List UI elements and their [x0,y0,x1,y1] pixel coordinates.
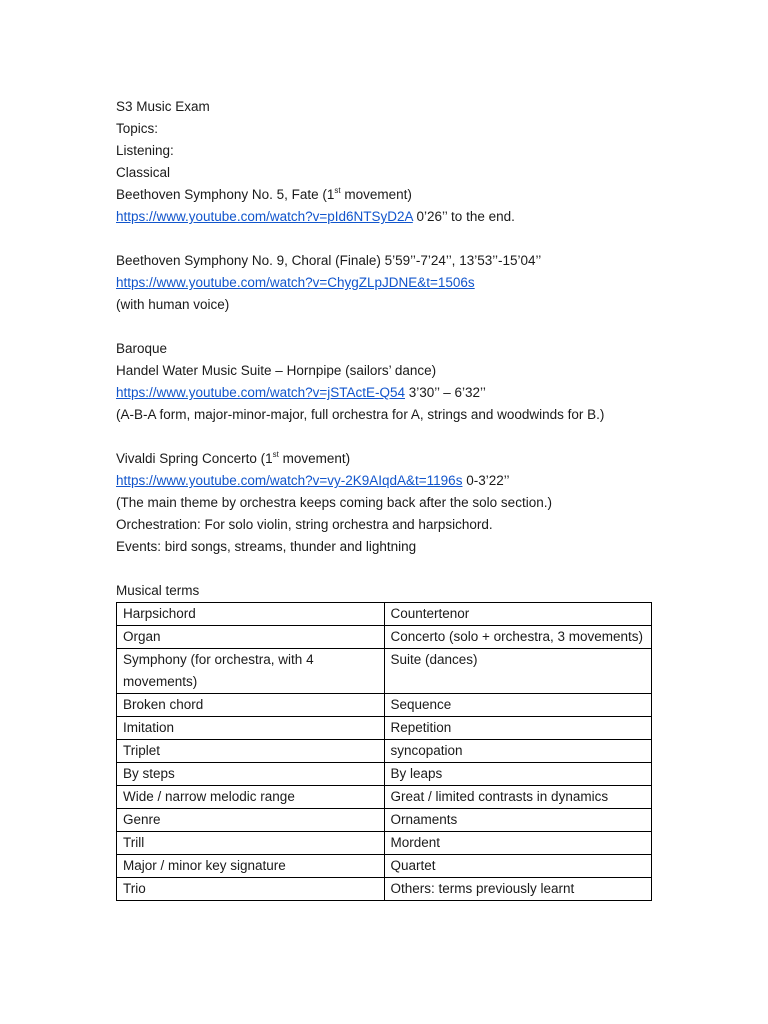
term-cell-right: Sequence [384,694,652,717]
doc-title: S3 Music Exam [116,99,210,114]
term-cell-left: Major / minor key signature [117,855,385,878]
vivaldi-note-orchestration: Orchestration: For solo violin, string orchestra and harpsichord. [116,517,493,532]
listening-label: Listening: [116,143,174,158]
term-cell-right: Concerto (solo + orchestra, 3 movements) [384,626,652,649]
table-row [117,832,652,855]
beethoven9-link-line [116,272,656,294]
vivaldi-title [116,448,656,470]
spacer [116,228,656,250]
term-cell-left: Organ [117,626,385,649]
handel-title: Handel Water Music Suite – Hornpipe (sailors’ dance) [116,363,437,378]
table-row [117,809,652,832]
term-cell-right: Countertenor [384,603,652,626]
table-row [117,603,652,626]
beethoven5-link-line [116,206,656,228]
vivaldi-title-text: Vivaldi Spring Concerto (1 [116,451,273,466]
spacer [116,558,656,580]
table-row [117,717,652,740]
table-row [117,855,652,878]
term-cell-right: Great / limited contrasts in dynamics [384,786,652,809]
term-cell-right: Repetition [384,717,652,740]
term-cell-left: Trio [117,878,385,901]
term-cell-right: By leaps [384,763,652,786]
beethoven5-title [116,184,656,206]
table-row [117,626,652,649]
term-cell-left: Trill [117,832,385,855]
spacer [116,426,656,448]
term-cell-left: Imitation [117,717,385,740]
handel-note: (A-B-A form, major-minor-major, full orchestra for A, strings and woodwinds for B.) [116,407,605,422]
vivaldi-link[interactable]: https://www.youtube.com/watch?v=vy-2K9AIqdA&t=1196s [116,473,463,488]
table-row [117,694,652,717]
handel-link-line [116,382,656,404]
handel-link[interactable]: https://www.youtube.com/watch?v=jSTActE-Q54 [116,385,405,400]
table-row [117,786,652,809]
term-cell-right: Suite (dances) [384,649,652,694]
term-cell-right: syncopation [384,740,652,763]
table-row [117,740,652,763]
term-cell-right: Others: terms previously learnt [384,878,652,901]
beethoven5-link[interactable]: https://www.youtube.com/watch?v=pId6NTSyD2A [116,209,413,224]
vivaldi-note-theme: (The main theme by orchestra keeps coming back after the solo section.) [116,495,552,510]
vivaldi-time: 0-3’22’’ [462,473,510,488]
term-cell-right: Quartet [384,855,652,878]
term-cell-left: By steps [117,763,385,786]
table-row [117,878,652,901]
beethoven5-title-end: movement) [340,187,412,202]
document-page [116,96,656,901]
table-row [117,763,652,786]
topics-label: Topics: [116,121,159,136]
term-cell-right: Mordent [384,832,652,855]
vivaldi-link-line [116,470,656,492]
beethoven9-link[interactable]: https://www.youtube.com/watch?v=ChygZLpJDNE&t=1506s [116,275,475,290]
term-cell-left: Triplet [117,740,385,763]
baroque-heading: Baroque [116,341,168,356]
term-cell-left: Wide / narrow melodic range [117,786,385,809]
terms-table-body [117,603,652,901]
table-row [117,649,652,694]
beethoven5-title-text: Beethoven Symphony No. 5, Fate (1 [116,187,335,202]
handel-time: 3’30’’ – 6’32’’ [405,385,486,400]
term-cell-left: Harpsichord [117,603,385,626]
beethoven5-ordinal: st [334,185,341,195]
beethoven9-note: (with human voice) [116,297,230,312]
classical-heading: Classical [116,165,171,180]
spacer [116,316,656,338]
term-cell-left: Symphony (for orchestra, with 4 movements) [117,649,385,694]
beethoven9-title: Beethoven Symphony No. 9, Choral (Finale) 5’59’’-7’24’’, 13’53’’-15’04’’ [116,253,542,268]
term-cell-right: Ornaments [384,809,652,832]
term-cell-left: Broken chord [117,694,385,717]
term-cell-left: Genre [117,809,385,832]
vivaldi-note-events: Events: bird songs, streams, thunder and lightning [116,539,417,554]
beethoven5-time: 0’26’’ to the end. [412,209,515,224]
terms-heading: Musical terms [116,583,200,598]
vivaldi-ordinal: st [272,449,279,459]
vivaldi-title-end: movement) [278,451,351,466]
terms-table [116,602,652,901]
